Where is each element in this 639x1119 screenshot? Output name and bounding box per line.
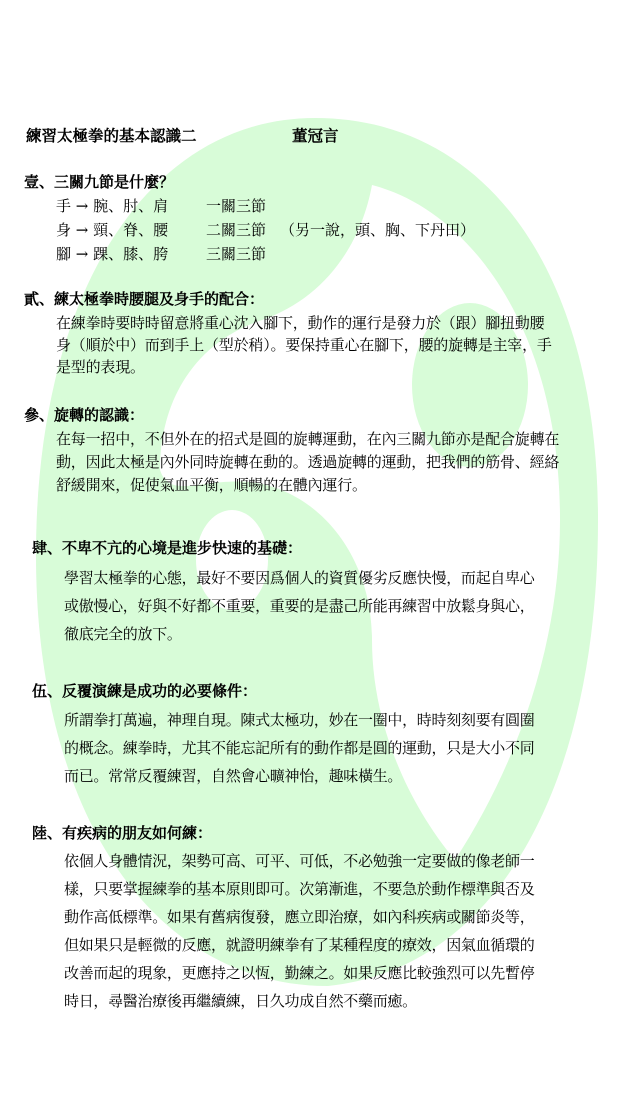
paragraph-line: 或傲慢心，好與不好都不重要，重要的是盡己所能再練習中放鬆身與心， xyxy=(64,597,535,615)
paragraph-line: 舒緩開來，促使氣血平衡，順暢的在體內運行。 xyxy=(56,476,367,494)
paragraph-line: 在練拳時要時時留意將重心沈入腳下，動作的運行是發力於（跟）腳扭動腰 xyxy=(56,314,545,332)
joint-row-note: （另一說，頭、胸、下丹田） xyxy=(280,221,476,239)
paragraph-line: 是型的表現。 xyxy=(56,358,145,376)
document-title: 練習太極拳的基本認識二 xyxy=(26,126,197,145)
joint-row-group: 二關三節 xyxy=(206,221,267,239)
paragraph-line: 徹底完全的放下。 xyxy=(64,625,182,643)
paragraph-line: 所謂拳打萬遍，神理自現。陳式太極功，妙在一圈中，時時刻刻要有圓圈 xyxy=(64,711,535,729)
paragraph-line: 身（順於中）而到手上（型於稍）。要保持重心在腳下，腰的旋轉是主宰，手 xyxy=(56,336,552,354)
paragraph-line: 依個人身體情況，架勢可高、可平、可低，不必勉強一定要做的像老師一 xyxy=(64,852,535,870)
paragraph-line: 學習太極拳的心態，最好不要因爲個人的資質優劣反應快慢，而起自卑心 xyxy=(64,569,535,587)
joint-row xyxy=(56,219,475,240)
paragraph-line: 的概念。練拳時，尤其不能忘記所有的動作都是圓的運動，只是大小不同 xyxy=(64,739,535,757)
paragraph-line: 而已。常常反覆練習，自然會心曠神怡，趣味橫生。 xyxy=(64,767,403,785)
section-heading-6: 陸、有疾病的朋友如何練： xyxy=(32,824,213,842)
paragraph-line: 在每一招中，不但外在的招式是圓的旋轉運動，在內三關九節亦是配合旋轉在 xyxy=(56,430,560,448)
section-heading-3: 參、旋轉的認識： xyxy=(24,406,145,424)
section-heading-1: 壹、三關九節是什麼？ xyxy=(24,173,175,191)
paragraph-line: 改善而起的現象，更應持之以恆，勤練之。如果反應比較強烈可以先暫停 xyxy=(64,964,535,982)
joint-row-limb: 腳 → 踝、膝、胯 xyxy=(56,245,169,263)
paragraph-line: 時日，尋醫治療後再繼續練，日久功成自然不藥而癒。 xyxy=(64,992,417,1010)
joint-row-limb: 身 → 頸、脊、腰 xyxy=(56,221,169,239)
document-author: 董冠言 xyxy=(292,126,339,145)
joint-row xyxy=(56,195,266,216)
section-heading-2: 貳、練太極拳時腰腿及身手的配合： xyxy=(24,290,265,308)
section-heading-5: 伍、反覆演練是成功的必要條件： xyxy=(32,682,258,700)
joint-row-group: 三關三節 xyxy=(206,245,267,263)
joint-row-group: 一關三節 xyxy=(206,197,267,215)
section-heading-4: 肆、不卑不亢的心境是進步快速的基礎： xyxy=(32,539,303,557)
paragraph-line: 動作高低標準。如果有舊病復發，應立即治療，如內科疾病或關節炎等， xyxy=(64,908,535,926)
paragraph-line: 動，因此太極是內外同時旋轉在動的。透過旋轉的運動，把我們的筋骨、經絡 xyxy=(56,453,560,471)
paragraph-line: 但如果只是輕微的反應，就證明練拳有了某種程度的療效，因氣血循環的 xyxy=(64,936,535,954)
joint-row xyxy=(56,243,266,264)
joint-row-limb: 手 → 腕、肘、肩 xyxy=(56,197,169,215)
paragraph-line: 樣，只要掌握練拳的基本原則即可。次第漸進，不要急於動作標準與否及 xyxy=(64,880,535,898)
